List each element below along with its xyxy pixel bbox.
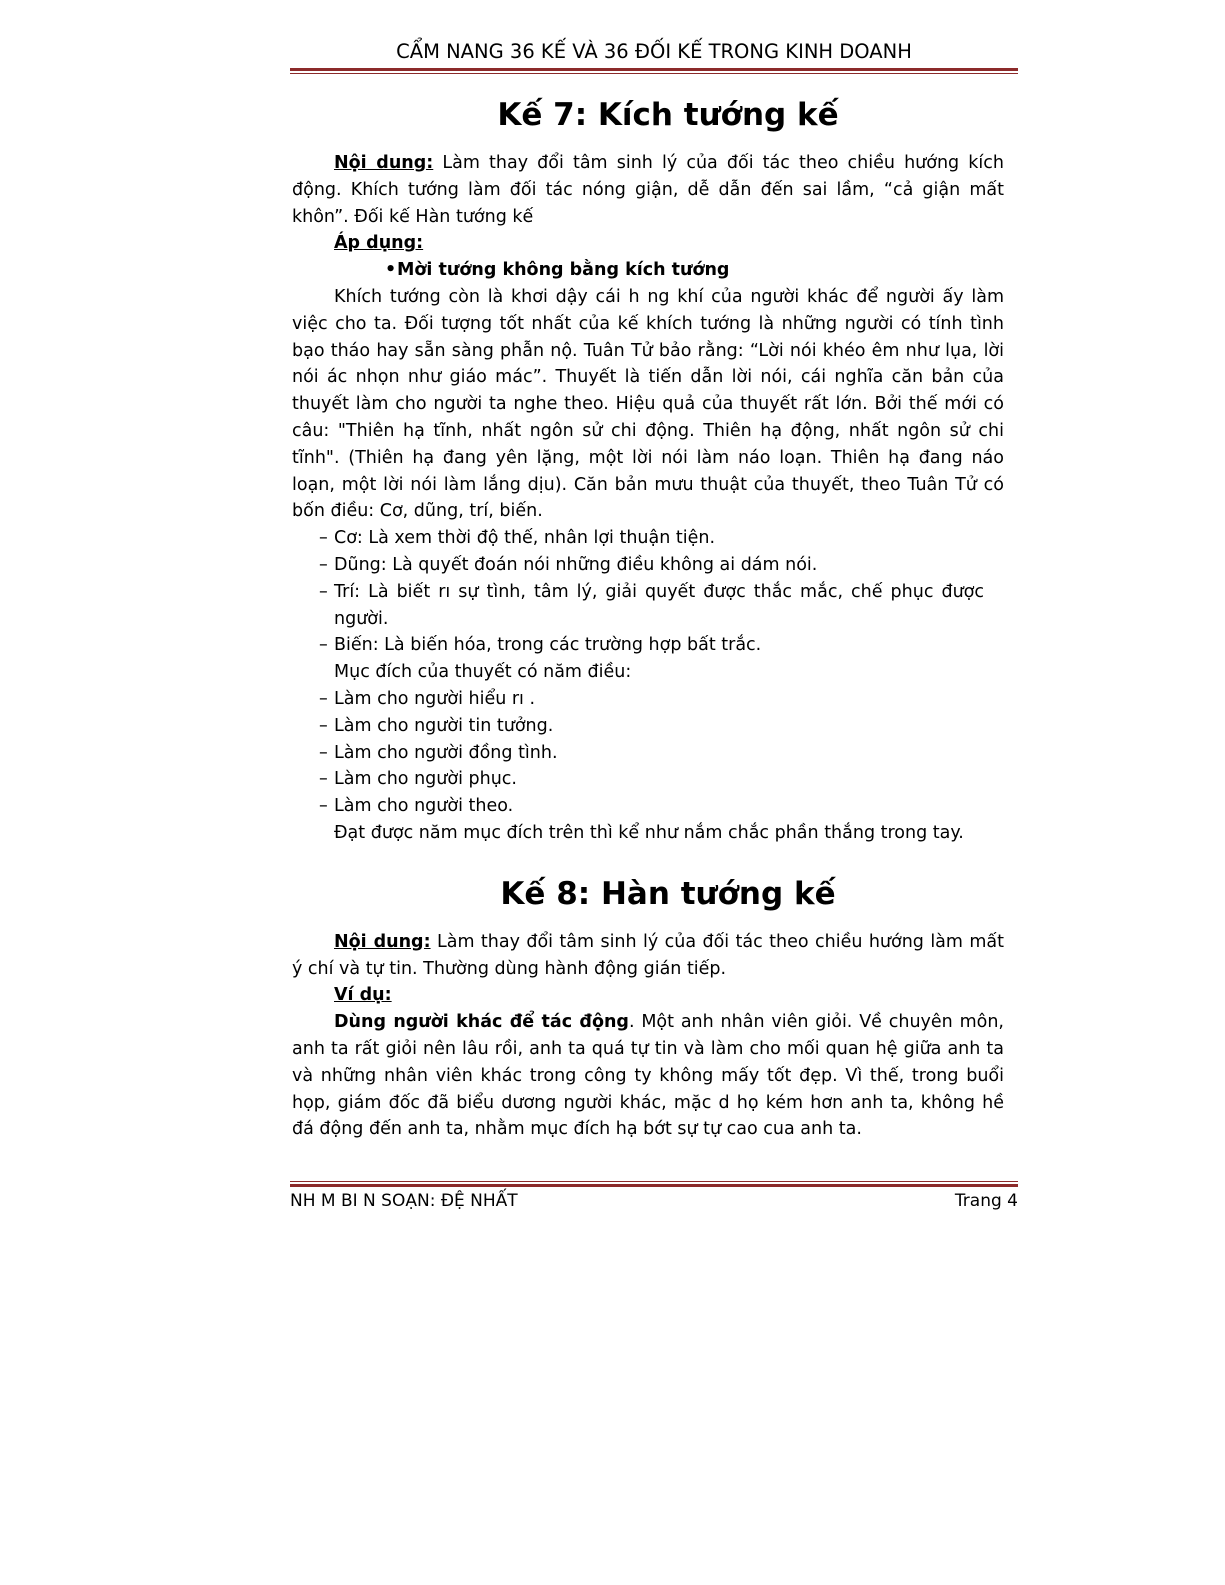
footer-author: NH M BI N SOẠN: ĐỆ NHẤT bbox=[290, 1191, 518, 1211]
content-text: Làm thay đổi tâm sinh lý của đối tác theo chiều hướng làm mất ý chí và tự tin. Thường dùng hành động gián tiếp. bbox=[292, 931, 1004, 979]
page-number: Trang 4 bbox=[954, 1191, 1018, 1211]
header-rule bbox=[290, 68, 1018, 74]
content-paragraph-ke-7 bbox=[292, 150, 1004, 230]
list-item-purpose: – Làm cho người theo. bbox=[292, 793, 1004, 820]
purpose-intro: Mục đích của thuyết có năm điều: bbox=[334, 662, 632, 683]
list-item-method: – Dũng: Là quyết đoán nói những điều không ai dám nói. bbox=[292, 552, 1004, 579]
apply-label: Áp dụng: bbox=[334, 233, 424, 254]
section-heading-ke-8: Kế 8: Hàn tướng kế bbox=[500, 875, 836, 912]
bullet-item: •Mời tướng không bằng kích tướng bbox=[385, 257, 1004, 284]
list-item-purpose: – Làm cho người phục. bbox=[292, 766, 1004, 793]
footer-rule bbox=[290, 1181, 1018, 1187]
dash-icon: – bbox=[319, 769, 328, 790]
conclusion-paragraph: Đạt được năm mục đích trên thì kể như nắm chắc phần thắng trong tay. bbox=[334, 822, 964, 843]
dash-icon: – bbox=[319, 688, 328, 709]
dash-icon: – bbox=[319, 635, 328, 656]
content-text: Làm thay đổi tâm sinh lý của đối tác theo chiều hướng kích động. Khích tướng làm đối tác nóng giận, dễ dẫn đến sai lầm, “cả giận mất khôn”. Đối kế Hàn tướng kế bbox=[292, 153, 1004, 227]
dash-icon: – bbox=[319, 528, 328, 549]
bullet-icon: • bbox=[385, 260, 397, 281]
list-item-method: – Cơ: Là xem thời độ thế, nhân lợi thuận tiện. bbox=[292, 525, 1004, 552]
page-footer bbox=[290, 1191, 1018, 1211]
content-paragraph-ke-8 bbox=[292, 929, 1004, 983]
running-header-title: CẨM NANG 36 KẾ VÀ 36 ĐỐI KẾ TRONG KINH DOANH bbox=[396, 40, 912, 63]
example-paragraph: Dùng người khác để tác động. Một anh nhân viên giỏi. Về chuyên môn, anh ta rất giỏi nên lâu rồi, anh ta quá tự tin và làm cho mối quan hệ giữa anh ta và những nhân viên khác trong công ty không mấy tốt đẹp. Vì thế, trong buổi họp, giám đốc đã biểu dương người khác, mặc d họ kém hơn anh ta, không hề đá động đến anh ta, nhằm mục đích hạ bớt sự tự cao cua anh ta. bbox=[292, 1012, 1004, 1140]
list-item-purpose: – Làm cho người hiểu rı . bbox=[292, 686, 1004, 713]
example-bold-lead: Dùng người khác để tác động bbox=[334, 1012, 629, 1033]
body-paragraph: Khích tướng còn là khơi dậy cái h ng khí của người khác để người ấy làm việc cho ta. Đối tượng tốt nhất của kế khích tướng là những người có tính tình bạo tháo hay sẵn sàng phẫn nộ. Tuân Tử bảo rằng: “Lời nói khéo êm như lụa, lời nói ác nhọn như giáo mác”. Thuyết là tiến dẫn lời nói, cái nghĩa căn bản của thuyết làm cho người ta nghe theo. Hiệu quả của thuyết rất lớn. Bởi thế mới có câu: "Thiên hạ tĩnh, nhất ngôn sử chi động. Thiên hạ động, nhất ngôn sử chi tĩnh". (Thiên hạ đang yên lặng, một lời nói làm náo loạn. Thiên hạ đang náo loạn, một lời nói làm lắng dịu). Căn bản mưu thuật của thuyết, theo Tuân Tử có bốn điều: Cơ, dũng, trí, biến. bbox=[292, 286, 1004, 522]
dash-icon: – bbox=[319, 581, 328, 602]
list-item-method: – Trí: Là biết rı sự tình, tâm lý, giải quyết được thắc mắc, chế phục được người. bbox=[292, 579, 1004, 633]
page-content bbox=[292, 90, 1004, 1143]
list-item-purpose: – Làm cho người đồng tình. bbox=[292, 740, 1004, 767]
list-item-purpose: – Làm cho người tin tưởng. bbox=[292, 713, 1004, 740]
content-label: Nội dung: bbox=[334, 931, 431, 952]
list-item-method: – Biến: Là biến hóa, trong các trường hợp bất trắc. bbox=[292, 632, 1004, 659]
section-heading-ke-7: Kế 7: Kích tướng kế bbox=[497, 97, 839, 133]
example-label: Ví dụ: bbox=[334, 985, 392, 1006]
dash-icon: – bbox=[319, 715, 328, 736]
dash-icon: – bbox=[319, 796, 328, 817]
content-label: Nội dung: bbox=[334, 153, 434, 173]
dash-icon: – bbox=[319, 554, 328, 575]
dash-icon: – bbox=[319, 742, 328, 763]
